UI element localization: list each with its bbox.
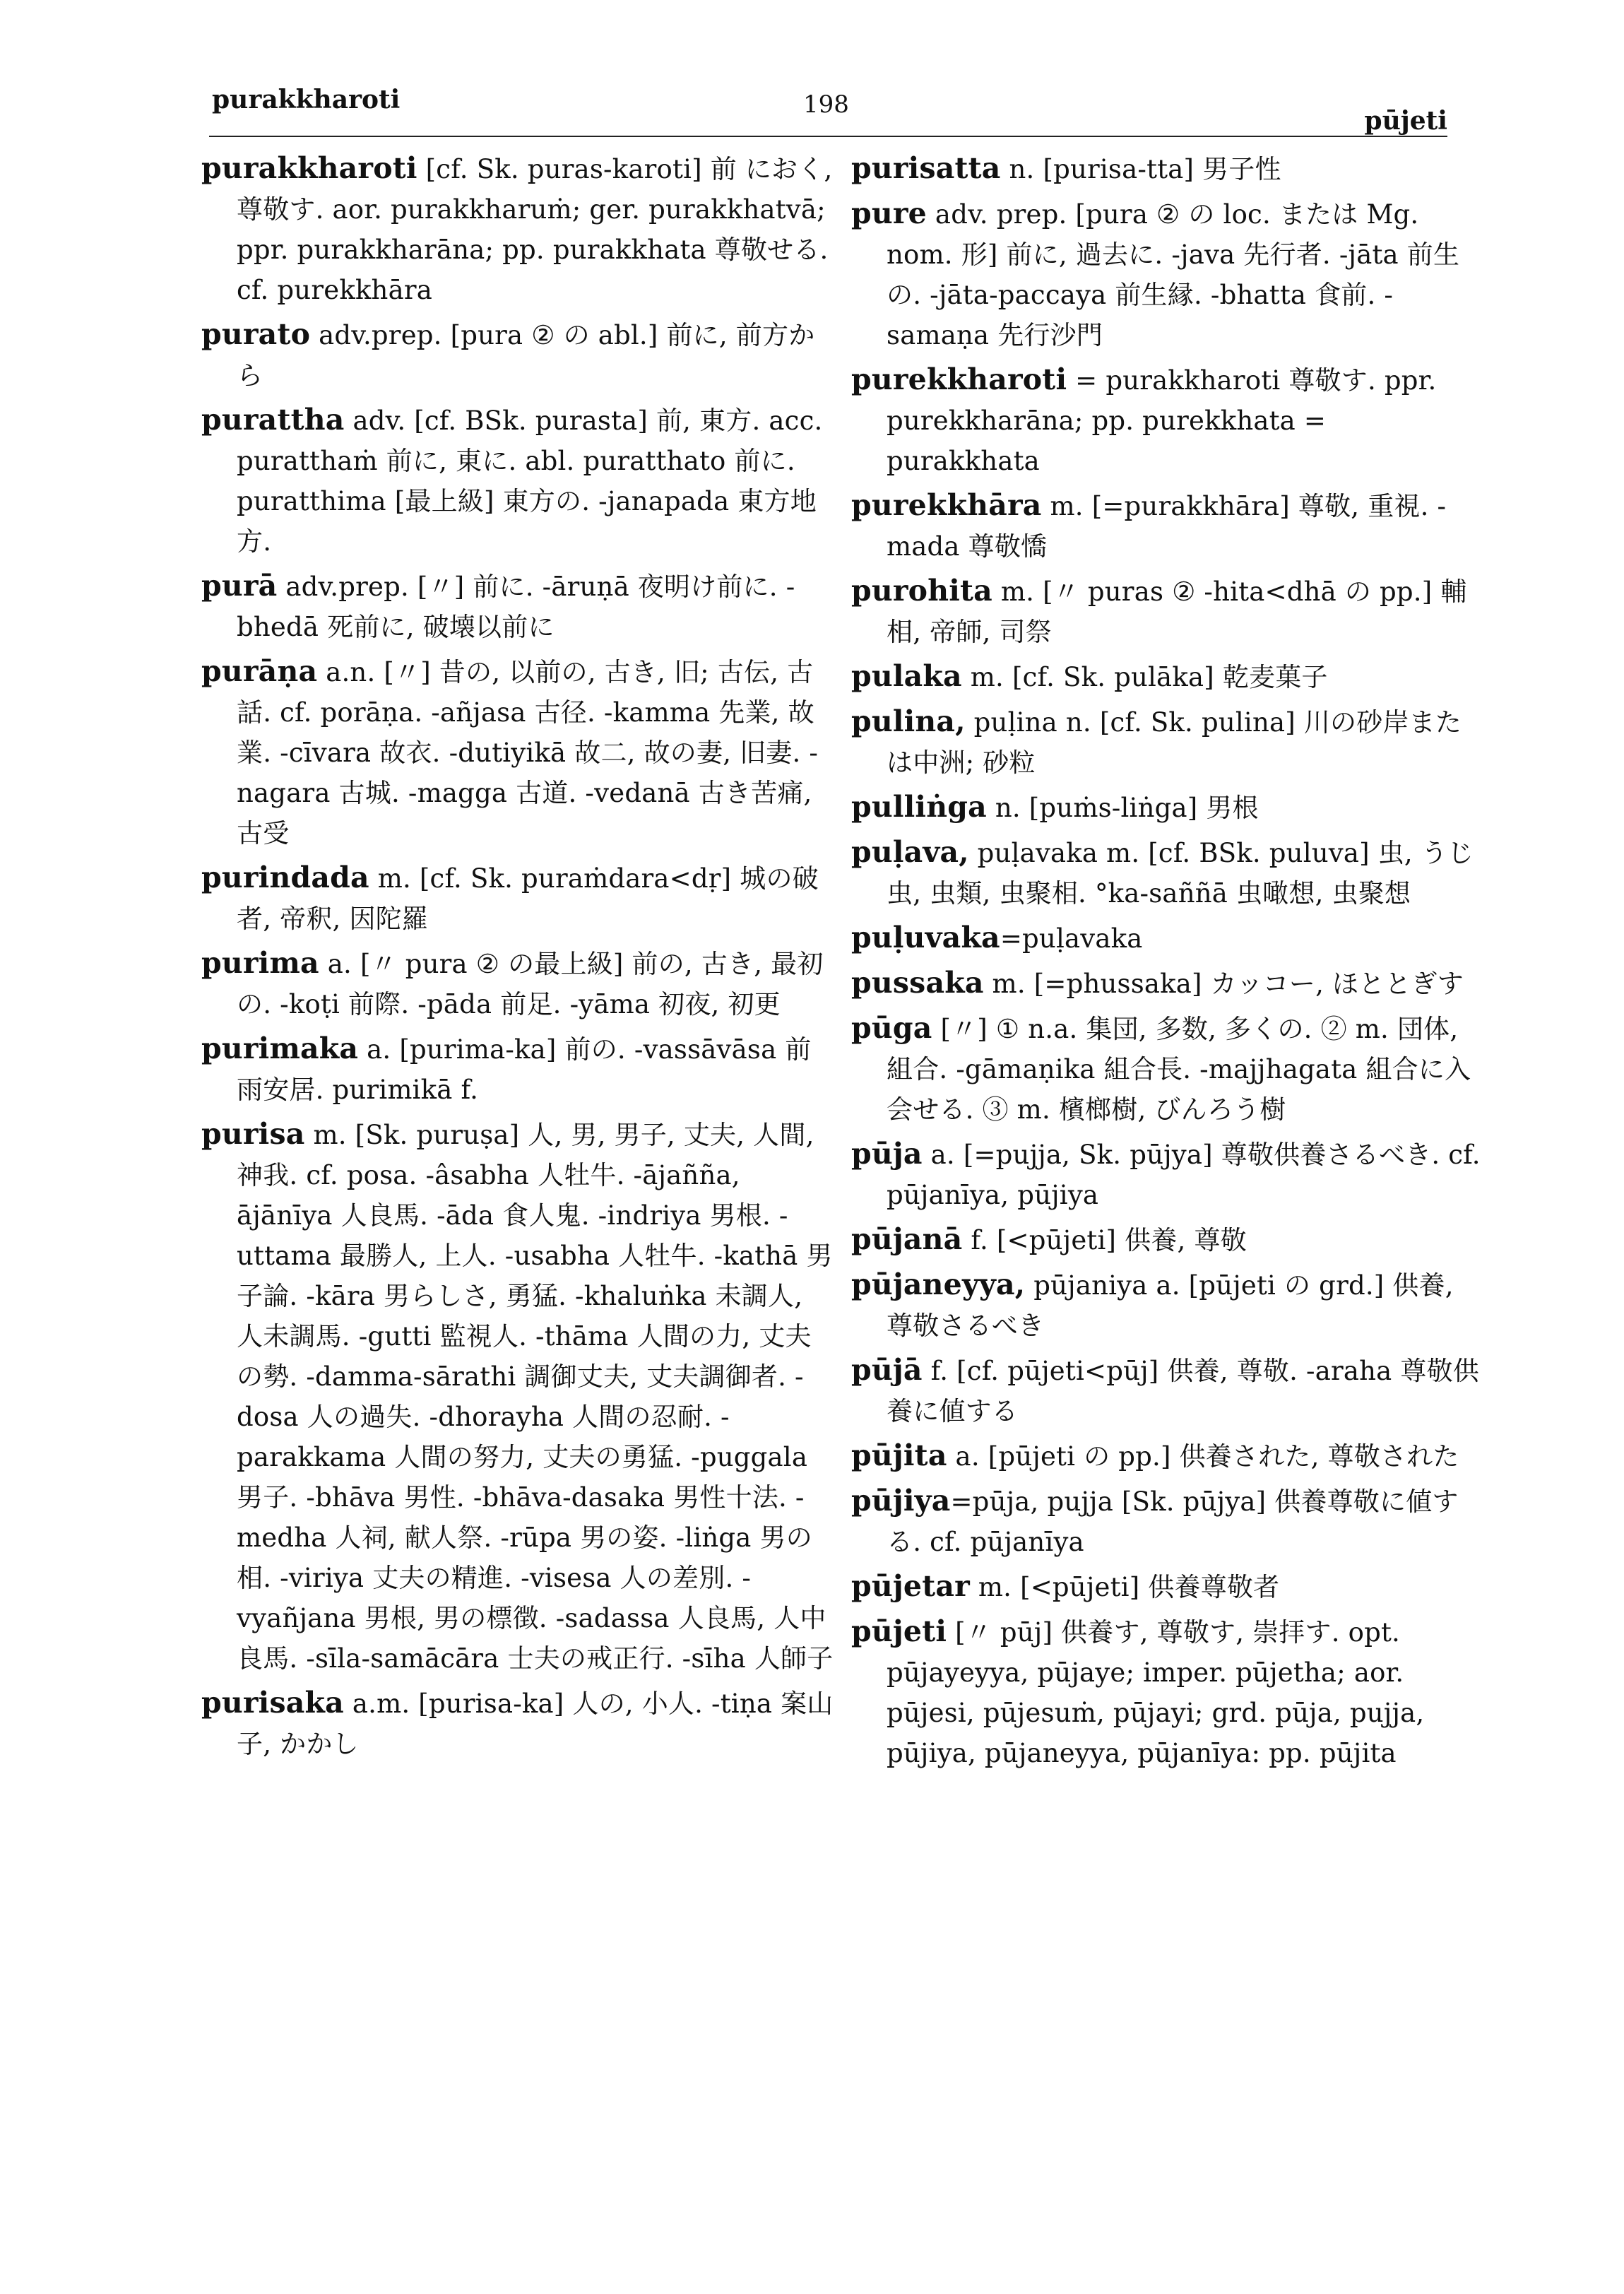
entry-headword: pūja (851, 1137, 923, 1171)
entry-headword: pūjetar (851, 1569, 970, 1603)
entry-headword: pūjanā (851, 1222, 963, 1256)
dictionary-entry: pūja a. [=pujja, Sk. pūjya] 尊敬供養さるべき. cf. pūjanīya, pūjiya (851, 1137, 1481, 1210)
dictionary-entry: pūjita a. [pūjeti の pp.] 供養された, 尊敬された (851, 1438, 1459, 1472)
entry-headword: pulliṅga (851, 790, 987, 824)
page-header (205, 85, 1447, 141)
entry-headword: purisaka (201, 1686, 344, 1720)
entry-headword: pūjā (851, 1353, 923, 1387)
dictionary-entry: purisaka a.m. [purisa-ka] 人の, 小人. -tiṇa 案山子, かかし (201, 1686, 834, 1759)
entry-headword: purisatta (851, 151, 1001, 185)
entry-headword: purindada (201, 861, 369, 894)
dictionary-entry: pussaka m. [=phussaka] カッコー, ほととぎす (851, 966, 1464, 1000)
left-column (201, 148, 837, 1768)
dictionary-entry: purohita m. [〃 puras ② -hita<dhā の pp.] 輔相, 帝師, 司祭 (851, 574, 1467, 647)
entry-headword: purisa (201, 1117, 305, 1151)
entry-headword: puḷuvaka (851, 921, 1000, 954)
dictionary-entry: pūjeti [〃 pūj] 供養す, 尊敬す, 崇拝す. opt. pūjayeyya, pūjaye; imper. pūjetha; aor. pūjesi, pūjesuṁ, pūjayi; grd. pūja, pujja, pūjiya, pūjaneyya, pūjanīya: pp. pūjita (851, 1614, 1425, 1768)
dictionary-entry: purekkhāra m. [=purakkhāra] 尊敬, 重視. -mada 尊敬憍 (851, 488, 1447, 562)
entry-headword: puḷava, (851, 835, 969, 869)
dictionary-entry: pūjanā f. [<pūjeti] 供養, 尊敬 (851, 1222, 1247, 1256)
dictionary-entry: pūjā f. [cf. pūjeti<pūj] 供養, 尊敬. -araha 尊敬供養に値する (851, 1353, 1479, 1426)
entry-headword: purattha (201, 403, 345, 437)
entry-headword: pulaka (851, 659, 962, 693)
dictionary-entry: purattha adv. [cf. BSk. purasta] 前, 東方. acc. puratthaṁ 前に, 東に. abl. puratthato 前に. puratthima [最上級] 東方の. -janapada 東方地方. (201, 403, 823, 557)
dictionary-entry: purā adv.prep. [〃] 前に. -āruṇā 夜明け前に. -bhedā 死前に, 破壊以前に (201, 569, 795, 642)
dictionary-entry: purima a. [〃 pura ② の最上級] 前の, 古き, 最初の. -koṭi 前際. -pāda 前足. -yāma 初夜, 初更 (201, 946, 824, 1019)
entry-headword: pūjiya (851, 1484, 951, 1518)
right-column (851, 148, 1487, 1778)
entry-headword: pūga (851, 1011, 932, 1045)
entry-headword: purā (201, 569, 278, 603)
dictionary-entry: pulliṅga n. [puṁs-liṅga] 男根 (851, 790, 1259, 824)
entry-headword: purohita (851, 574, 992, 608)
dictionary-entry: puḷuvaka=puḷavaka (851, 921, 1143, 954)
entry-headword: purekkhāra (851, 488, 1042, 522)
dictionary-entry: purekkharoti = purakkharoti 尊敬す. ppr. purekkharāna; pp. purekkhata = purakkhata (851, 362, 1437, 476)
dictionary-entry: purakkharoti [cf. Sk. puras-karoti] 前 におく, 尊敬す. aor. purakkharuṁ; ger. purakkhatvā; ppr. purakkharāna; pp. purakkhata 尊敬せる. cf. purekkhāra (201, 151, 833, 305)
entry-headword: purimaka (201, 1031, 359, 1065)
entry-headword: pūjaneyya, (851, 1267, 1026, 1301)
dictionary-entry: pūjetar m. [<pūjeti] 供養尊敬者 (851, 1569, 1280, 1603)
dictionary-entry: pūjaneyya, pūjaniya a. [pūjeti の grd.] 供養, 尊敬さるべき (851, 1267, 1454, 1341)
dictionary-entry: pūga [〃] ① n.a. 集団, 多数, 多くの. ② m. 団体, 組合. -gāmaṇika 組合長. -majjhagata 組合に入会せる. ③ m. 檳榔樹, びんろう樹 (851, 1011, 1471, 1125)
left-running-headword: purakkharoti (212, 85, 401, 114)
dictionary-entry: purimaka a. [purima-ka] 前の. -vassāvāsa 前雨安居. purimikā f. (201, 1031, 812, 1105)
entry-headword: pūjita (851, 1438, 947, 1472)
right-running-headword: pūjeti (1364, 106, 1447, 136)
header-rule (209, 136, 1447, 137)
page-number: 198 (803, 90, 849, 119)
dictionary-entry: purisa m. [Sk. puruṣa] 人, 男, 男子, 丈夫, 人間, 神我. cf. posa. -âsabha 人牡牛. -ājañña, ājānīya 人良馬. -āda 食人鬼. -indriya 男根. -uttama 最勝人, 上人. -usabha 人牡牛. -kathā 男子論. -kāra 男らしさ, 勇猛. -khaluṅka 未調人, 人未調馬. -gutti 監視人. -thāma 人間の力, 丈夫の勢. -damma-sārathi 調御丈夫, 丈夫調御者. -dosa 人の過失. -dhorayha 人間の忍耐. -parakkama 人間の努力, 丈夫の勇猛. -puggala 男子. -bhāva 男性. -bhāva-dasaka 男性十法. -medha 人祠, 献人祭. -rūpa 男の姿. -liṅga 男の相. -viriya 丈夫の精進. -visesa 人の差別. -vyañjana 男根, 男の標徴. -sadassa 人良馬, 人中良馬. -sīla-samācāra 士夫の戒正行. -sīha 人師子 (201, 1117, 834, 1674)
entry-headword: pūjeti (851, 1614, 947, 1648)
dictionary-entry: purāṇa a.n. [〃] 昔の, 以前の, 古き, 旧; 古伝, 古話. cf. porāṇa. -añjasa 古径. -kamma 先業, 故業. -cīvara 故衣. -dutiyikā 故二, 故の妻, 旧妻. -nagara 古城. -magga 古道. -vedanā 古き苦痛, 古受 (201, 654, 819, 849)
entry-headword: pulina, (851, 704, 966, 738)
dictionary-entry: pure adv. prep. [pura ② の loc. または Mg. nom. 形] 前に, 過去に. -java 先行者. -jāta 前生の. -jāta-paccaya 前生縁. -bhatta 食前. -samaṇa 先行沙門 (851, 196, 1460, 350)
dictionary-entry: puḷava, puḷavaka m. [cf. BSk. puluva] 虫, うじ虫, 虫類, 虫聚相. °ka-saññā 虫噉想, 虫聚想 (851, 835, 1474, 909)
dictionary-entry: purindada m. [cf. Sk. puraṁdara<dṛ] 城の破者, 帝釈, 因陀羅 (201, 861, 819, 934)
entry-headword: pussaka (851, 966, 984, 1000)
dictionary-entry: pulina, puḷina n. [cf. Sk. pulina] 川の砂岸または中洲; 砂粒 (851, 704, 1462, 778)
dictionary-entry: pulaka m. [cf. Sk. pulāka] 乾麦菓子 (851, 659, 1328, 693)
dictionary-entry: pūjiya=pūja, pujja [Sk. pūjya] 供養尊敬に値する. cf. pūjanīya (851, 1484, 1459, 1557)
entry-headword: purakkharoti (201, 151, 417, 185)
entry-headword: purato (201, 317, 311, 351)
entry-headword: purāṇa (201, 654, 318, 688)
entry-headword: pure (851, 196, 927, 230)
entry-headword: purekkharoti (851, 362, 1067, 396)
dictionary-entry: purato adv.prep. [pura ② の abl.] 前に, 前方から (201, 317, 815, 391)
dictionary-entry: purisatta n. [purisa-tta] 男子性 (851, 151, 1281, 185)
entry-headword: purima (201, 946, 319, 980)
